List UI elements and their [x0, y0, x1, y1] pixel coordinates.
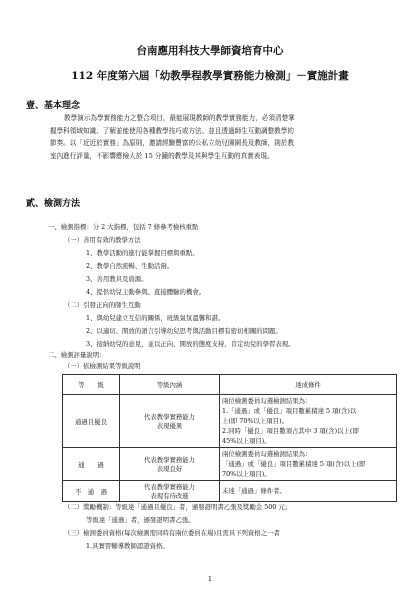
- document-subtitle: 112 年度第六屆「幼教學程教學實務能力檢測」－實施計畫: [71, 70, 349, 82]
- table-header-cell: 等級內涵: [120, 375, 220, 395]
- committee-text: 1.具實習輔導教師認證資格。: [86, 542, 169, 550]
- paragraph-line: 握學科領域知識、了解並能使用各種教學技巧或方法、並且透過師生互動調整教學的: [50, 126, 294, 135]
- table-header-row: [63, 375, 397, 395]
- condition-line: 1.「通過」或「優良」項目數累積達 5 項(含)以: [222, 407, 357, 415]
- grade-level-cell: 通 過: [63, 448, 120, 481]
- table-row: [63, 481, 397, 502]
- list-item: 2、教學自然流暢、生動活潑。: [86, 262, 174, 270]
- indicator-sub-heading: （二）引發正向的師生互動: [64, 301, 141, 309]
- list-item: 1、與幼兒建立互信的關係，班級氣氛溫馨和諧。: [86, 314, 225, 322]
- grade-condition-cell: 未達「通過」條件者。: [220, 481, 397, 502]
- condition-line: 上(即 70%以上項目)。: [222, 417, 288, 425]
- list-item: 2、以適切、開放的語言引導幼兒思考與活動目標有密切相關的問題。: [86, 327, 282, 335]
- table-header-cell: 達成條件: [220, 375, 397, 395]
- condition-line: 45%以上項目)。: [222, 437, 271, 445]
- meaning-line: 代表教學實務能力: [143, 456, 196, 464]
- list-item: 3、接納幼兒的意見，並以正向、開放的態度支持、肯定幼兒的學習表現。: [86, 340, 295, 348]
- grade-condition-cell: [220, 448, 397, 481]
- condition-line: 2.同時「優良」項目數須占其中 3 項(含)以上(即: [222, 427, 359, 435]
- grade-level-cell: 通過且優良: [63, 395, 120, 448]
- table-row: [63, 448, 397, 481]
- meaning-line: 代表教學實務能力: [143, 413, 196, 421]
- evaluation-heading: 二、檢測評量說明：: [48, 351, 106, 359]
- page-number: 1: [207, 575, 213, 583]
- section-heading-methods: 貳、檢測方法: [26, 199, 81, 209]
- paragraph-line: 節奏。以「近近於實務」為原則，邀請經驗豐富的公私立幼兒園園長及教師，則於教: [50, 139, 294, 148]
- grade-meaning-cell: [120, 481, 220, 502]
- document-title: 台南應用科技大學師資培育中心: [136, 45, 284, 57]
- paragraph-line: 室內進行評量，不影響應檢人於 15 分鐘的教學及其與學生互動的真實表現。: [50, 151, 274, 160]
- meaning-line: 表現有待改進: [150, 492, 189, 500]
- meaning-line: 表現優異: [156, 422, 183, 430]
- indicator-sub-heading: （一）善用有效的教學方法: [64, 236, 141, 244]
- committee-text: （三）檢測委員資格(每次檢測需同時有兩位委員在場)且需具下列資格之一者: [64, 529, 280, 537]
- condition-line: 兩位檢測委員勾選檢測結果為：: [222, 450, 312, 458]
- table-header-cell: 等 級: [63, 375, 120, 395]
- reward-text: 等級達「通過」者，頒發證明書乙張。: [86, 516, 195, 524]
- section-heading-philosophy: 壹、基本理念: [26, 101, 81, 111]
- evaluation-sub-heading: （一）依檢測結果等級說明: [64, 362, 141, 370]
- meaning-line: 代表教學實務能力: [143, 483, 196, 491]
- indicator-heading: 一、檢測指標：分 2 大指標，包括 7 條參考檢核重點: [48, 223, 199, 231]
- grade-level-cell: 不 通 過: [63, 481, 120, 502]
- paragraph-line: 教學演示為學實務能力之整合項目，最能展現教師的教學實務能力，必須清楚掌: [64, 114, 295, 122]
- grade-condition-cell: [220, 395, 397, 448]
- grade-meaning-cell: [120, 395, 220, 448]
- philosophy-paragraph: [50, 112, 396, 162]
- condition-line: 70%以上項目)。: [222, 470, 271, 478]
- grade-meaning-cell: [120, 448, 220, 481]
- grade-table: [62, 374, 397, 502]
- condition-line: 兩位檢測委員勾選檢測結果為：: [222, 397, 312, 405]
- condition-line: 「通過」或「優良」項目數累積達 5 項(含)以上(即: [222, 460, 366, 468]
- reward-text: （二）獎勵機制：等級達「通過且優良」者，頒發證明書乙張及獎勵金 500 元；: [64, 503, 292, 511]
- list-item: 1、教學活動的進行能掌握目標與重點。: [86, 249, 199, 257]
- list-item: 4、提供幼兒主動參與、直接體驗的機會。: [86, 288, 206, 296]
- meaning-line: 表現良好: [156, 465, 183, 473]
- table-row: [63, 395, 397, 448]
- list-item: 3、善用教具及資源。: [86, 275, 148, 283]
